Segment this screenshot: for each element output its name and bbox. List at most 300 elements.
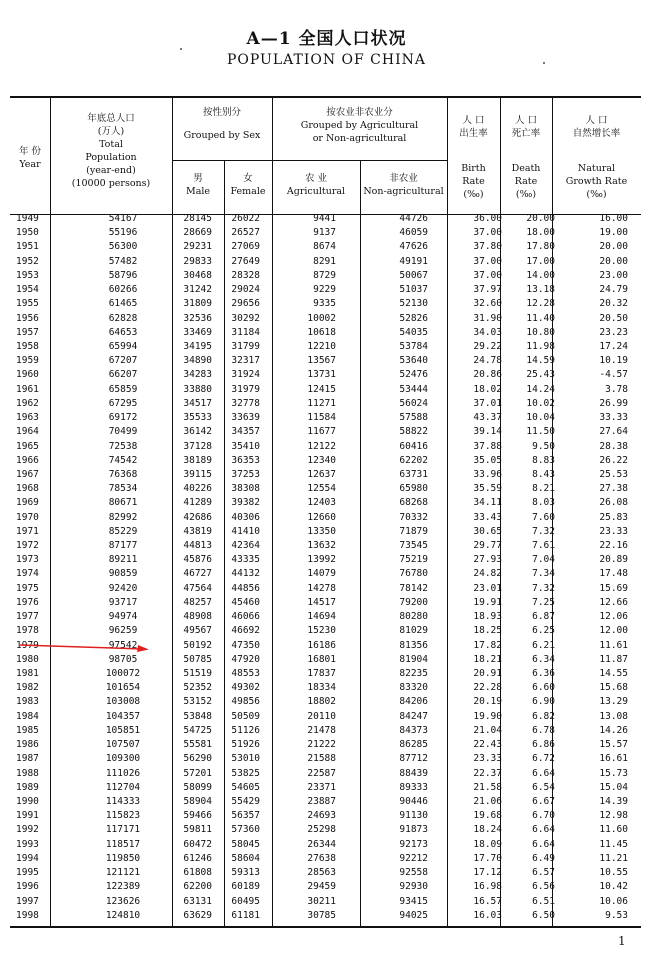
total-population-cell: 94974	[108, 611, 138, 623]
natural-growth-cell: 13.08	[599, 710, 628, 722]
non-agricultural-cell: 51037	[399, 284, 428, 296]
total-population-cell: 67295	[108, 397, 138, 409]
sex-group-en: Grouped by Sex	[183, 130, 261, 141]
agricultural-cell: 13350	[307, 525, 336, 537]
agricultural-cell: 25298	[307, 824, 336, 836]
birth-rate-cell: 29.77	[473, 540, 502, 552]
natural-growth-cell: 12.00	[599, 625, 628, 637]
female-cell: 41410	[231, 525, 260, 537]
death-rate-cell: 18.00	[526, 227, 555, 239]
death-rate-cell: 6.82	[532, 710, 555, 722]
birth-rate-cell: 16.03	[473, 909, 502, 921]
year-header-en: Year	[19, 159, 41, 170]
table-bottom-rule	[10, 926, 641, 928]
non-agricultural-cell: 92173	[399, 838, 428, 850]
death-rate-cell: 6.25	[532, 625, 555, 637]
agricultural-cell: 24693	[307, 810, 336, 822]
male-cell: 33880	[183, 383, 212, 395]
red-arrow-annotation	[20, 640, 150, 654]
natural-growth-cell: 17.48	[599, 568, 628, 580]
table-row	[10, 454, 641, 468]
total-header-en3: (year-end)	[86, 165, 136, 176]
total-population-cell: 61465	[108, 298, 138, 310]
natural-growth-cell: 20.50	[599, 312, 628, 324]
female-cell: 49302	[231, 682, 260, 694]
year-cell: 1980	[16, 653, 39, 665]
birth-rate-cell: 17.70	[473, 852, 502, 864]
male-cell: 45876	[183, 554, 212, 566]
female-cell: 42364	[231, 540, 260, 552]
year-cell: 1952	[16, 255, 39, 267]
natural-growth-cell: 15.57	[599, 739, 628, 751]
birth-rate-cell: 21.06	[473, 795, 502, 807]
death-rate-cell: 6.21	[532, 639, 555, 651]
total-population-cell: 96259	[108, 625, 138, 637]
birth-rate-cell: 34.11	[473, 497, 502, 509]
year-cell: 1990	[16, 795, 39, 807]
male-cell: 47564	[183, 582, 212, 594]
table-row	[10, 823, 641, 837]
non-agricultural-cell: 53640	[399, 355, 428, 367]
natural-header-cn1: 人 口	[585, 115, 608, 126]
birth-rate-cell: 16.57	[473, 895, 502, 907]
non-agricultural-cell: 47626	[399, 241, 428, 253]
male-cell: 55581	[183, 739, 212, 751]
natural-growth-cell: 12.98	[599, 810, 628, 822]
birth-rate-cell: 37.00	[473, 255, 502, 267]
female-cell: 49856	[231, 696, 260, 708]
birth-rate-cell: 21.58	[473, 781, 502, 793]
page-number: 1	[618, 934, 626, 948]
non-agricultural-cell: 79200	[399, 596, 428, 608]
birth-rate-cell: 19.68	[473, 810, 502, 822]
year-cell: 1968	[16, 483, 39, 495]
natural-growth-cell: 26.08	[599, 497, 628, 509]
female-cell: 56357	[231, 810, 260, 822]
birth-rate-cell: 18.02	[473, 383, 502, 395]
total-population-cell: 64653	[108, 326, 138, 338]
death-rate-cell: 6.36	[532, 668, 555, 679]
female-cell: 27649	[231, 255, 260, 267]
agricultural-cell: 13731	[307, 369, 336, 381]
table-row	[10, 354, 641, 368]
birth-rate-cell: 37.97	[473, 284, 502, 296]
total-population-cell: 66207	[108, 369, 138, 381]
table-row	[10, 283, 641, 297]
total-population-cell: 82992	[108, 511, 138, 523]
non-agricultural-cell: 62202	[399, 454, 428, 466]
total-population-cell: 92420	[108, 582, 138, 594]
table-row	[10, 582, 641, 596]
table-row	[10, 567, 641, 581]
non-agricultural-cell: 90446	[399, 795, 428, 807]
male-cell: 44813	[183, 540, 212, 552]
speck	[543, 62, 545, 64]
year-header-cn: 年 份	[18, 146, 42, 157]
death-rate-cell: 7.04	[532, 554, 555, 566]
total-population-cell: 104357	[105, 710, 141, 722]
table-row	[10, 667, 641, 681]
birth-rate-cell: 31.90	[473, 312, 502, 324]
female-cell: 43335	[231, 554, 260, 566]
death-rate-cell: 9.50	[532, 440, 555, 452]
natural-growth-header	[552, 114, 641, 201]
death-rate-cell: 7.32	[532, 525, 555, 537]
natural-growth-cell: 26.99	[599, 397, 628, 409]
table-row	[10, 909, 641, 923]
table-row	[10, 212, 641, 226]
female-cell: 53010	[231, 753, 260, 765]
nagr-header-cn: 非农业	[389, 173, 418, 184]
non-agricultural-cell: 92212	[399, 852, 428, 864]
agricultural-cell: 16186	[307, 639, 336, 651]
agr-group-en2: or Non-agricultural	[312, 133, 407, 144]
male-cell: 34890	[183, 355, 212, 367]
birth-rate-cell: 35.05	[473, 454, 502, 466]
year-cell: 1956	[16, 312, 39, 324]
natural-growth-cell: 11.21	[599, 852, 628, 864]
death-rate-cell: 8.03	[532, 497, 555, 509]
total-population-cell: 93717	[108, 596, 138, 608]
non-agricultural-cell: 44726	[399, 213, 428, 224]
natural-growth-cell: 17.24	[599, 340, 628, 352]
death-rate-cell: 10.80	[526, 326, 555, 338]
table-row	[10, 767, 641, 781]
death-rate-cell: 8.21	[532, 483, 555, 495]
total-population-cell: 54167	[108, 213, 138, 224]
non-agricultural-cell: 81029	[399, 625, 428, 637]
female-cell: 50509	[231, 710, 260, 722]
male-cell: 52352	[183, 682, 212, 694]
table-row	[10, 539, 641, 553]
death-rate-cell: 7.61	[532, 540, 555, 552]
natural-growth-cell: 23.23	[599, 326, 628, 338]
male-cell: 33469	[183, 326, 212, 338]
table-row	[10, 624, 641, 638]
male-cell: 42686	[183, 511, 212, 523]
female-cell: 30292	[231, 312, 260, 324]
non-agricultural-cell: 53444	[399, 383, 428, 395]
year-cell: 1997	[16, 895, 39, 907]
agricultural-cell: 12554	[307, 483, 336, 495]
birth-rate-cell: 20.19	[473, 696, 502, 708]
death-rate-cell: 12.28	[526, 298, 555, 310]
male-cell: 61808	[183, 867, 212, 879]
male-cell: 48257	[183, 596, 212, 608]
male-header-cn: 男	[193, 173, 203, 184]
natural-growth-cell: 14.26	[599, 724, 628, 736]
non-agricultural-cell: 50067	[399, 269, 428, 281]
natural-header-en1: Natural	[577, 163, 616, 174]
total-population-cell: 101654	[105, 682, 141, 694]
agricultural-cell: 14517	[307, 596, 336, 608]
total-population-cell: 123626	[105, 895, 141, 907]
total-population-cell: 76368	[108, 468, 138, 480]
birth-rate-cell: 17.12	[473, 867, 502, 879]
table-row	[10, 795, 641, 809]
agricultural-cell: 23887	[307, 795, 336, 807]
male-cell: 59811	[183, 824, 212, 836]
natural-growth-cell: 16.00	[599, 213, 628, 224]
natural-unit: (‰)	[586, 189, 607, 200]
non-agricultural-cell: 57588	[399, 412, 428, 424]
death-rate-cell: 25.43	[526, 369, 555, 381]
natural-growth-cell: 15.68	[599, 682, 628, 694]
total-header	[50, 112, 172, 190]
natural-growth-cell: 10.19	[599, 355, 628, 367]
total-population-cell: 97542	[108, 639, 138, 651]
birth-rate-cell: 24.78	[473, 355, 502, 367]
female-cell: 27069	[231, 241, 260, 253]
agricultural-cell: 11584	[307, 412, 336, 424]
natural-growth-cell: 20.00	[599, 255, 628, 267]
non-agricultural-cell: 52130	[399, 298, 428, 310]
non-agricultural-cell: 93415	[399, 895, 428, 907]
natural-header-cn2: 自然增长率	[572, 128, 621, 139]
death-rate-cell: 6.64	[532, 767, 555, 779]
death-rate-cell: 6.50	[532, 909, 555, 921]
year-cell: 1972	[16, 540, 39, 552]
table-row	[10, 326, 641, 340]
agricultural-cell: 12340	[307, 454, 336, 466]
death-header-en2: Rate	[514, 176, 538, 187]
natural-growth-cell: 10.55	[599, 867, 628, 879]
agr-group-cn: 按农业非农业分	[326, 107, 393, 118]
agricultural-cell: 22587	[307, 767, 336, 779]
female-cell: 31799	[231, 340, 260, 352]
birth-rate-cell: 22.28	[473, 682, 502, 694]
table-row	[10, 653, 641, 667]
female-header-en: Female	[230, 186, 266, 197]
total-unit-cn: (万人)	[97, 126, 125, 137]
non-agricultural-cell: 60416	[399, 440, 428, 452]
birth-rate-cell: 32.60	[473, 298, 502, 310]
female-cell: 29024	[231, 284, 260, 296]
natural-growth-cell: 14.39	[599, 795, 628, 807]
non-agricultural-cell: 76780	[399, 568, 428, 580]
year-cell: 1962	[16, 397, 39, 409]
year-cell: 1960	[16, 369, 39, 381]
natural-growth-cell: 27.64	[599, 426, 628, 438]
year-cell: 1951	[16, 241, 39, 253]
table-title-cn: A—1 全国人口状况	[246, 29, 407, 49]
non-agricultural-cell: 75219	[399, 554, 428, 566]
table-row	[10, 738, 641, 752]
female-cell: 59313	[231, 867, 260, 879]
year-cell: 1989	[16, 781, 39, 793]
natural-growth-cell: 10.42	[599, 881, 628, 893]
death-rate-cell: 14.24	[526, 383, 555, 395]
death-rate-cell: 8.43	[532, 468, 555, 480]
male-cell: 59466	[183, 810, 212, 822]
female-cell: 48553	[231, 668, 260, 679]
non-agricultural-cell: 80280	[399, 611, 428, 623]
agricultural-cell: 26344	[307, 838, 336, 850]
table-row	[10, 468, 641, 482]
female-cell: 44132	[231, 568, 260, 580]
agr-header-cn: 农 业	[304, 173, 328, 184]
male-cell: 43819	[183, 525, 212, 537]
agricultural-cell: 18334	[307, 682, 336, 694]
total-population-cell: 65859	[108, 383, 138, 395]
natural-growth-cell: 11.61	[599, 639, 628, 651]
death-header	[500, 114, 552, 201]
year-cell: 1959	[16, 355, 39, 367]
agricultural-cell: 14278	[307, 582, 336, 594]
agricultural-cell: 9137	[313, 227, 336, 239]
total-population-cell: 117171	[105, 824, 141, 836]
agricultural-cell: 11677	[307, 426, 336, 438]
death-rate-cell: 6.56	[532, 881, 555, 893]
natural-growth-cell: 23.00	[599, 269, 628, 281]
agricultural-cell: 30785	[307, 909, 336, 921]
table-row	[10, 226, 641, 240]
natural-growth-cell: 33.33	[599, 412, 628, 424]
female-header	[224, 172, 272, 198]
non-agricultural-cell: 71879	[399, 525, 428, 537]
death-rate-cell: 11.50	[526, 426, 555, 438]
non-agricultural-cell: 63731	[399, 468, 428, 480]
agricultural-cell: 8729	[313, 269, 336, 281]
birth-rate-cell: 29.22	[473, 340, 502, 352]
female-cell: 40306	[231, 511, 260, 523]
female-cell: 51126	[231, 724, 260, 736]
female-cell: 58604	[231, 852, 260, 864]
female-cell: 44856	[231, 582, 260, 594]
agricultural-cell: 29459	[307, 881, 336, 893]
table-row	[10, 695, 641, 709]
year-cell: 1975	[16, 582, 39, 594]
death-rate-cell: 6.60	[532, 682, 555, 694]
birth-header-en2: Rate	[462, 176, 485, 187]
natural-growth-cell: 28.38	[599, 440, 628, 452]
agr-header-en: Agricultural	[286, 186, 346, 197]
female-cell: 37253	[231, 468, 260, 480]
table-header	[10, 96, 641, 215]
table-row	[10, 297, 641, 311]
male-cell: 29231	[183, 241, 212, 253]
agricultural-cell: 14079	[307, 568, 336, 580]
total-unit-en: (10000 persons)	[71, 178, 151, 189]
year-cell: 1992	[16, 824, 39, 836]
year-cell: 1995	[16, 867, 39, 879]
year-cell: 1974	[16, 568, 39, 580]
non-agricultural-cell: 53784	[399, 340, 428, 352]
nagr-header-en: Non-agricultural	[363, 186, 444, 197]
male-cell: 63629	[183, 909, 212, 921]
total-population-cell: 55196	[108, 227, 138, 239]
birth-rate-cell: 37.88	[473, 440, 502, 452]
table-title-en: POPULATION OF CHINA	[226, 52, 426, 68]
agricultural-cell: 11271	[307, 397, 336, 409]
male-cell: 53848	[183, 710, 212, 722]
birth-rate-cell: 35.59	[473, 483, 502, 495]
female-cell: 31979	[231, 383, 260, 395]
female-cell: 34357	[231, 426, 260, 438]
death-rate-cell: 20.00	[526, 213, 555, 224]
natural-growth-cell: 19.00	[599, 227, 628, 239]
total-population-cell: 114333	[105, 795, 141, 807]
table-body	[10, 212, 641, 923]
table-row	[10, 895, 641, 909]
table-row	[10, 482, 641, 496]
male-cell: 38189	[183, 454, 212, 466]
natural-growth-cell: 25.53	[599, 468, 628, 480]
agr-group-en1: Grouped by Agricultural	[300, 120, 419, 131]
table-row	[10, 809, 641, 823]
agr-header	[272, 172, 360, 198]
birth-rate-cell: 34.03	[473, 326, 502, 338]
natural-growth-cell: 24.79	[599, 284, 628, 296]
death-rate-cell: 11.40	[526, 312, 555, 324]
table-row	[10, 368, 641, 382]
total-population-cell: 122389	[105, 881, 141, 893]
female-cell: 28328	[231, 269, 260, 281]
female-cell: 31184	[231, 326, 260, 338]
non-agricultural-cell: 84373	[399, 724, 428, 736]
death-rate-cell: 14.59	[526, 355, 555, 367]
table-row	[10, 240, 641, 254]
natural-growth-cell: 11.60	[599, 824, 628, 836]
male-cell: 31809	[183, 298, 212, 310]
death-rate-cell: 6.34	[532, 653, 555, 665]
year-cell: 1958	[16, 340, 39, 352]
female-cell: 26527	[231, 227, 260, 239]
female-cell: 60189	[231, 881, 260, 893]
non-agricultural-cell: 78142	[399, 582, 428, 594]
death-header-cn2: 死亡率	[511, 128, 541, 139]
male-cell: 29833	[183, 255, 212, 267]
death-rate-cell: 6.87	[532, 611, 555, 623]
death-rate-cell: 7.25	[532, 596, 555, 608]
total-population-cell: 105851	[105, 724, 141, 736]
non-agricultural-cell: 87712	[399, 753, 428, 765]
death-rate-cell: 14.00	[526, 269, 555, 281]
agricultural-cell: 12403	[307, 497, 336, 509]
birth-rate-cell: 16.98	[473, 881, 502, 893]
birth-header-cn1: 人 口	[462, 115, 485, 126]
natural-growth-cell: 12.66	[599, 596, 628, 608]
non-agricultural-cell: 92558	[399, 867, 428, 879]
sex-group-cn: 按性别分	[202, 107, 241, 118]
total-population-cell: 109300	[105, 753, 141, 765]
year-cell: 1957	[16, 326, 39, 338]
year-cell: 1973	[16, 554, 39, 566]
year-cell: 1979	[16, 639, 39, 651]
female-cell: 47920	[231, 653, 260, 665]
death-rate-cell: 6.67	[532, 795, 555, 807]
birth-rate-cell: 23.33	[473, 753, 502, 765]
agricultural-cell: 18802	[307, 696, 336, 708]
table-row	[10, 312, 641, 326]
death-rate-cell: 17.00	[526, 255, 555, 267]
year-cell: 1993	[16, 838, 39, 850]
total-population-cell: 78534	[108, 483, 138, 495]
agricultural-cell: 13567	[307, 355, 336, 367]
male-cell: 57201	[183, 767, 212, 779]
natural-growth-cell: 16.61	[599, 753, 628, 765]
total-population-cell: 87177	[108, 540, 138, 552]
male-cell: 50785	[183, 653, 212, 665]
natural-growth-cell: 15.04	[599, 781, 628, 793]
natural-growth-cell: -4.57	[599, 369, 628, 381]
death-unit: (‰)	[515, 189, 537, 200]
male-cell: 48908	[183, 611, 212, 623]
table-row	[10, 397, 641, 411]
natural-growth-cell: 11.45	[599, 838, 628, 850]
agricultural-cell: 8674	[313, 241, 336, 253]
non-agricultural-cell: 91873	[399, 824, 428, 836]
